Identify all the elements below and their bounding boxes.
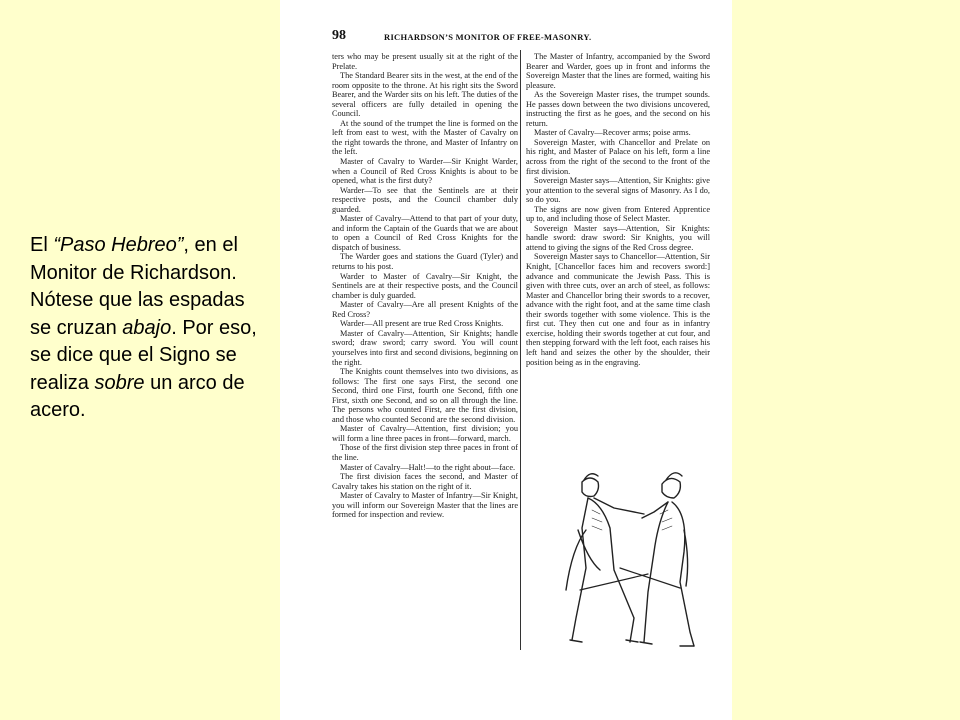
paragraph: At the sound of the trumpet the line is formed on the left from east to west, with the Master of Cavalry on the right towards the throne, and Master of Infantry on the left. <box>332 118 518 157</box>
caption-italic-abajo: abajo <box>122 316 172 339</box>
paragraph: The Knights count themselves into two divisions, as follows: The first one says First, the second one Second, third one First, fourth one Second, fifth one First, sixth one Second, and so on all through the line. The persons who counted First, are the first division, and those who counted Second are the second division. <box>332 367 518 424</box>
paragraph: The Standard Bearer sits in the west, at the end of the room opposite to the throne. At his right sits the Sword Bearer, and the Warder sits on his left. The duties of the several officers are fully detailed in opening the Council. <box>332 71 518 119</box>
paragraph: Master of Cavalry—Recover arms; poise arms. <box>534 128 691 138</box>
right-column <box>526 52 710 367</box>
paragraph: Master of Cavalry—Are all present Knights of the Red Cross? <box>332 300 518 319</box>
caption-part: El <box>30 234 54 256</box>
paragraph: Warder—To see that the Sentinels are at their respective posts, and the Council chamber duly guarded. <box>332 185 518 214</box>
caption-part: . Por eso, se dice que el Signo se realiza <box>30 316 257 394</box>
paragraph: Those of the first division step three paces in front of the line. <box>332 443 518 462</box>
paragraph: Sovereign Master says to Chancellor—Attention, Sir Knight, [Chancellor faces him and recovers sword:] advance and communicate the Jewish Pass. This is given with three cuts, over an arch of steel, as follows: Master and Chancellor bring their swords to a recover, advance with the right foot, and at the same time clash their swords together with some violence. This is the first cut. They then cut one and four as in infantry exercise, holding their swords together at cut four, and then stepping forward with the left foot, each raises his left hand and seizes the other by the shoulder, their position being as in the engraving. <box>526 252 710 367</box>
paragraph: Master of Cavalry—Halt!—to the right about—face. <box>340 462 516 472</box>
paragraph: Master of Cavalry—Attention, first division; you will form a line three paces in front—forward, march. <box>332 424 518 443</box>
caption-part: , en el Monitor de Richardson. Nótese que las espadas se cruzan <box>30 234 245 339</box>
paragraph: The signs are now given from Entered Apprentice up to, and including those of Select Master. <box>526 204 710 224</box>
engraving-two-knights-crossed-swords <box>550 470 710 650</box>
paragraph: The Master of Infantry, accompanied by the Sword Bearer and Warder, goes up in front and informs the Sovereign Master that the lines are formed, waiting his pleasure. <box>526 52 710 90</box>
page-number: 98 <box>332 28 346 43</box>
caption-italic-paso-hebreo: “Paso Hebreo” <box>53 234 184 256</box>
paragraph: Master of Cavalry to Master of Infantry—Sir Knight, you will inform our Sovereign Master that the lines are formed for inspection and review. <box>332 491 518 520</box>
paragraph: Warder to Master of Cavalry—Sir Knight, the Sentinels are at their respective posts, and the Council chamber is duly guarded. <box>332 271 518 300</box>
caption-text <box>30 232 260 425</box>
paragraph: Sovereign Master says—Attention, Sir Knights: handle sword: draw sword: Sir Knights, you will attend to giving the signs of the Red Cross degree. <box>526 223 710 252</box>
left-column <box>332 52 518 520</box>
paragraph: The Warder goes and stations the Guard (Tyler) and returns to his post. <box>332 252 518 272</box>
running-head: RICHARDSON’S MONITOR OF FREE-MASONRY. <box>384 32 592 42</box>
paragraph: The first division faces the second, and Master of Cavalry takes his station on the right of it. <box>332 472 518 491</box>
paragraph: Sovereign Master says—Attention, Sir Knights: give your attention to the several signs of Masonry. As I do, so do you. <box>526 176 710 205</box>
paragraph: Master of Cavalry—Attention, Sir Knights; handle sword; draw sword; carry sword. You will count yourselves into first and second divisions, beginning on the right. <box>332 328 518 367</box>
caption-italic-sobre: sobre <box>94 371 145 394</box>
column-divider <box>520 50 521 650</box>
paragraph: Warder—All present are true Red Cross Knights. <box>340 319 504 329</box>
paragraph: As the Sovereign Master rises, the trumpet sounds. He passes down between the two divisions uncovered, instructing the first as he goes, and the second on his return. <box>526 90 710 128</box>
paragraph: Sovereign Master, with Chancellor and Prelate on his right, and Master of Palace on his left, form a line across from the right of the second to the front of the first division. <box>526 137 710 176</box>
paragraph: Master of Cavalry—Attend to that part of your duty, and inform the Captain of the Guards that we are about to open a Council of Red Cross Knights for the dispatch of business. <box>332 214 518 252</box>
book-page-scan <box>280 0 732 720</box>
paragraph: Master of Cavalry to Warder—Sir Knight Warder, when a Council of Red Cross Knights is about to be opened, what is the first duty? <box>332 157 518 186</box>
paragraph: ters who may be present usually sit at the right of the Prelate. <box>332 52 518 71</box>
caption-part: un arco de acero. <box>30 371 245 421</box>
